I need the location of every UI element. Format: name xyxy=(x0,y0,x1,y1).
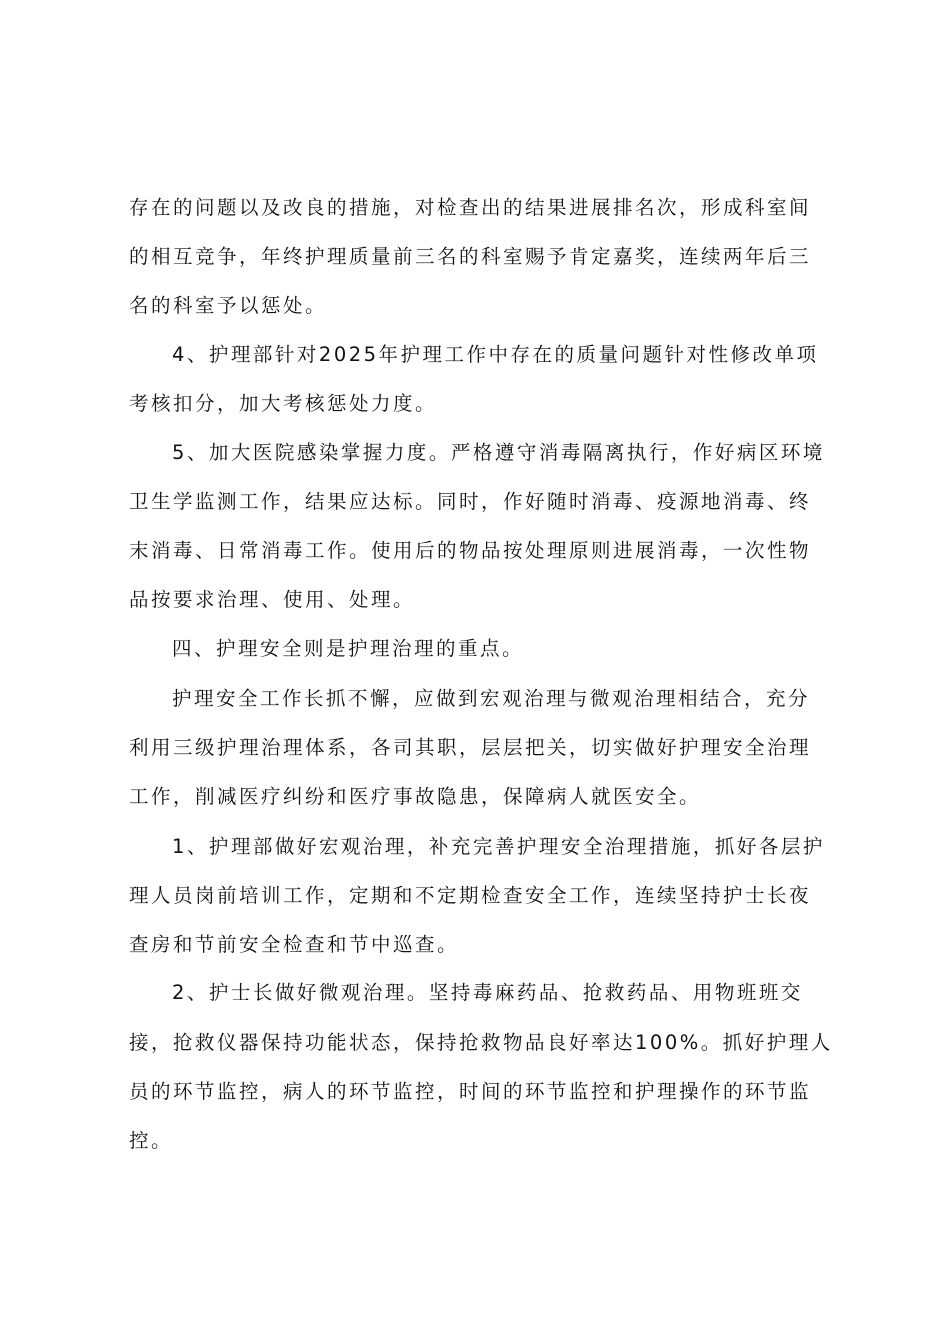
text-line: 查房和节前安全检查和节中巡查。 xyxy=(129,933,460,956)
section-heading: 四、护理安全则是护理治理的重点。 xyxy=(172,637,525,660)
text-line: 员的环节监控，病人的环节监控，时间的环节监控和护理操作的环节监 xyxy=(129,1080,812,1103)
text-line: 2、护士长做好微观治理。坚持毒麻药品、抢救药品、用物班班交 xyxy=(172,981,803,1004)
text-line: 考核扣分，加大考核惩处力度。 xyxy=(129,392,438,415)
text-line: 1、护理部做好宏观治理，补充完善护理安全治理措施，抓好各层护 xyxy=(172,835,825,858)
text-line: 护理安全工作长抓不懈，应做到宏观治理与微观治理相结合，充分 xyxy=(172,687,811,710)
text-line: 卫生学监测工作，结果应达标。同时，作好随时消毒、疫源地消毒、终 xyxy=(129,490,812,513)
text-line: 的相互竞争，年终护理质量前三名的科室赐予肯定嘉奖，连续两年后三 xyxy=(129,245,812,268)
text-line: 末消毒、日常消毒工作。使用后的物品按处理原则进展消毒，一次性物 xyxy=(129,539,812,562)
text-line: 4、护理部针对2025年护理工作中存在的质量问题针对性修改单项 xyxy=(172,343,819,366)
text-line: 存在的问题以及改良的措施，对检查出的结果进展排名次，形成科室间 xyxy=(129,196,812,219)
text-line: 理人员岗前培训工作，定期和不定期检查安全工作，连续坚持护士长夜 xyxy=(129,884,812,907)
text-line: 控。 xyxy=(129,1129,174,1152)
text-line: 工作，削减医疗纠纷和医疗事故隐患，保障病人就医安全。 xyxy=(129,785,702,808)
text-line: 接，抢救仪器保持功能状态，保持抢救物品良好率达100%。抓好护理人 xyxy=(129,1031,833,1054)
text-line: 名的科室予以惩处。 xyxy=(129,294,328,317)
text-line: 5、加大医院感染掌握力度。严格遵守消毒隔离执行，作好病区环境 xyxy=(172,441,825,464)
text-line: 品按要求治理、使用、处理。 xyxy=(129,588,416,611)
text-line: 利用三级护理治理体系，各司其职，层层把关，切实做好护理安全治理 xyxy=(129,736,812,759)
